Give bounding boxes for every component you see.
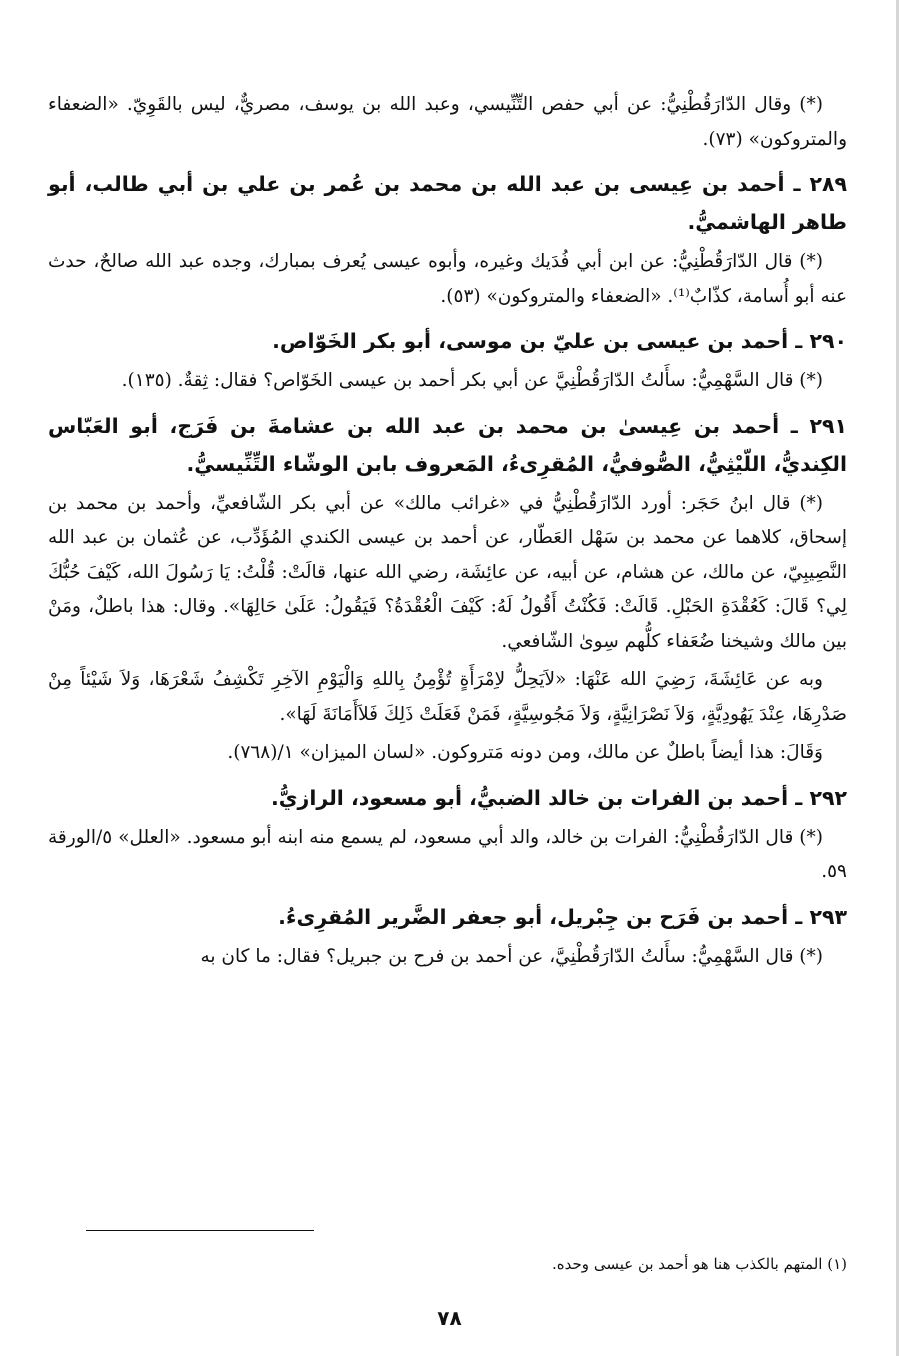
entry-paragraph: (*) قال ابنُ حَجَر: أورد الدّارَقُطْنِيُّ في «غرائب مالك» عن أبي بكر الشّافعيِّ، وأحمد بن محمد بن إسحاق، كلاهما عن محمد بن سَهْل العَطّار، عن أحمد بن عيسى الكندي المُؤَدِّب، عن عُثمان بن عبد الله النَّصِيبِيّ، عن مالك، عن هشام، عن أبيه، عن عائِشَة، رضي الله عنها، قالَتْ: قُلْتُ: يَا رَسُولَ الله، كَيْفَ حُبُّكَ لِي؟ قَالَ: كَعُقْدَةِ الحَبْلِ. قَالَتْ: فَكُنْتُ أَقُولُ لَهُ: كَيْفَ الْعُقْدَةُ؟ فَيَقُولُ: عَلَىٰ حَالِهَا». وقال: هذا باطلٌ، ومَنْ بين مالك وشيخنا ضُعَفاء كلُّهم سِوىٰ الشّافعي. (48, 492, 847, 652)
footnote-divider (86, 1230, 314, 1231)
entry-heading: ٢٩٣ ـ أحمد بن فَرَح بن جِبْريل، أبو جعفر الضَّرير المُقرِىءُ. (278, 904, 847, 929)
entry-292 (48, 779, 847, 890)
entry-heading: ٢٩١ ـ أحمد بن عِيسىٰ بن محمد بن عبد الله بن عشامةَ بن فَرَج، أبو العَبّاس الكِنديُّ، اللّيْثِيُّ، الصُّوفيُّ، المُقرِىءُ، المَعروف بابن الوشّاء التِّنِّيسيُّ. (48, 413, 847, 476)
entry-289 (48, 165, 847, 314)
entry-paragraph: (*) قال الدّارَقُطْنِيُّ: الفرات بن خالد، والد أبي مسعود، لم يسمع منه ابنه أبو مسعود. «العلل» ٥/الورقة ٥٩. (48, 826, 847, 882)
entry-paragraph: وبه عن عَائِشَةَ، رَضِيَ الله عَنْهَا: «لاَيَحِلُّ لاِمْرَأَةٍ تُؤْمِنُ بِاللهِ وَالْيَوْمِ الآخِرِ تَكْشِفُ شَعْرَهَا، وَلاَ شَيْئاً مِنْ صَدْرِهَا، عِنْدَ يَهُودِيَّةٍ، وَلاَ نَصْرَانِيَّةٍ، وَلاَ مَجُوسِيَّةٍ، فَمَنْ فَعَلَتْ ذَلِكَ فَلاَأَمَانَةَ لَهَا». (48, 669, 847, 725)
entry-293 (48, 898, 847, 975)
entry-heading: ٢٩٢ ـ أحمد بن الفرات بن خالد الضبيُّ، أبو مسعود، الرازيُّ. (270, 785, 847, 810)
entry-heading: ٢٩٠ ـ أحمد بن عيسى بن عليّ بن موسى، أبو بكر الخَوّاص. (272, 329, 847, 353)
entry-paragraph: (*) وقال الدّارَقُطْنِيُّ: عن أبي حفص التِّنِّيسي، وعبد الله بن يوسف، مصريٌّ، ليس بالقَوِيّ. «الضعفاء والمتروكون» (٧٣). (48, 94, 847, 150)
entry-heading: ٢٨٩ ـ أحمد بن عِيسى بن عبد الله بن محمد بن عُمر بن علي بن أبي طالب، أبو طاهر الهاشميُّ. (48, 172, 847, 234)
entry-paragraph: (*) قال السَّهْمِيُّ: سأَلتُ الدّارَقُطْنِيَّ، عن أحمد بن فرح بن جبريل؟ فقال: ما كان به (200, 945, 823, 967)
entry-paragraph: (*) قال الدّارَقُطْنِيُّ: عن ابن أبي فُدَيك وغيره، وأبوه عيسى يُعرف بمبارك، وجده عبد الله صالحٌ، حدث عنه أبو أُسامة، كذّابٌ⁽¹⁾. «الضعفاء والمتروكون» (٥٣). (48, 251, 847, 307)
entry-continuation (48, 88, 847, 157)
page-number: ٧٨ (437, 1306, 462, 1330)
entry-paragraph: (*) قال السَّهْمِيُّ: سأَلتُ الدّارَقُطْنِيَّ عن أبي بكر أحمد بن عيسى الخَوّاص؟ فقال: ثِقةٌ. (١٣٥). (121, 370, 823, 391)
entry-290 (48, 322, 847, 399)
entry-paragraph: وَقَالَ: هذا أيضاً باطلٌ عن مالك، ومن دونه مَتروكون. «لسان الميزان» ١/(٧٦٨). (227, 742, 823, 763)
footnote: (١) المتهم بالكذب هنا هو أحمد بن عيسى وحده. (552, 1255, 847, 1273)
entry-291 (48, 407, 847, 771)
